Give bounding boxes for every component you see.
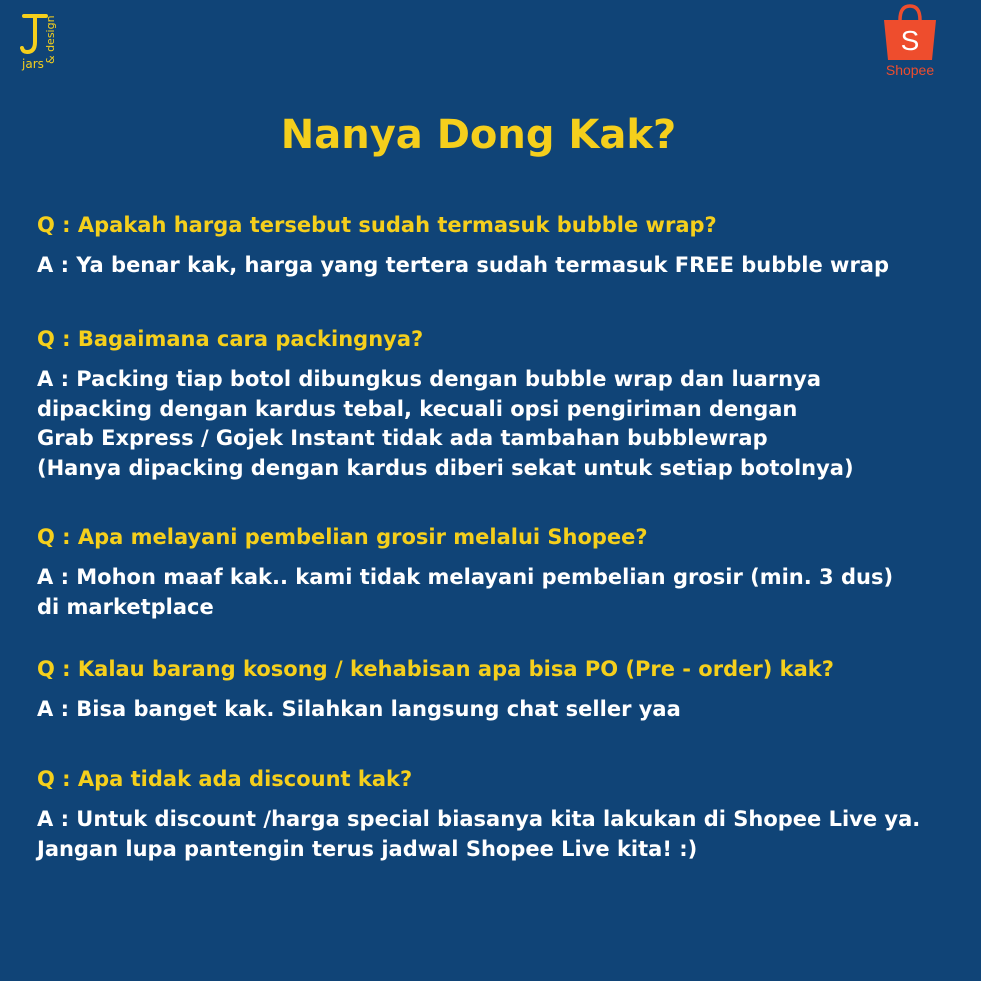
faq-question: Q : Apa melayani pembelian grosir melalui Shopee?	[37, 525, 648, 549]
svg-text:S: S	[900, 25, 920, 56]
svg-text:& design: & design	[44, 15, 57, 64]
faq-item	[37, 765, 957, 864]
faq-question: Q : Bagaimana cara packingnya?	[37, 327, 424, 351]
answer-line: (Hanya dipacking dengan kardus diberi sekat untuk setiap botolnya)	[37, 455, 854, 480]
faq-item	[37, 325, 957, 483]
jars-and-design-logo	[20, 12, 82, 74]
answer-line: A : Mohon maaf kak.. kami tidak melayani pembelian grosir (min. 3 dus)	[37, 565, 894, 589]
faq-answer	[37, 563, 957, 622]
shopee-wordmark: Shopee	[885, 62, 935, 78]
faq-answer	[37, 251, 957, 281]
faq-question: Q : Apa tidak ada discount kak?	[37, 767, 413, 791]
answer-line: A : Untuk discount /harga special biasanya kita lakukan di Shopee Live ya.	[37, 807, 921, 831]
faq-answer	[37, 695, 957, 725]
svg-text:jars: jars	[22, 57, 44, 71]
shopee-bag-icon	[878, 2, 942, 64]
answer-line: dipacking dengan kardus tebal, kecuali opsi pengiriman dengan	[37, 396, 798, 421]
faq-item	[37, 523, 957, 622]
faq-answer	[37, 805, 957, 864]
faq-question: Q : Kalau barang kosong / kehabisan apa bisa PO (Pre - order) kak?	[37, 657, 834, 681]
faq-item	[37, 211, 957, 281]
shopee-logo	[878, 2, 942, 82]
faq-question: Q : Apakah harga tersebut sudah termasuk bubble wrap?	[37, 213, 717, 237]
answer-line: Jangan lupa pantengin terus jadwal Shopee Live kita! :)	[37, 836, 698, 861]
faq-answer	[37, 365, 957, 483]
answer-line: A : Packing tiap botol dibungkus dengan bubble wrap dan luarnya	[37, 367, 821, 391]
answer-line: A : Ya benar kak, harga yang tertera sudah termasuk FREE bubble wrap	[37, 253, 889, 277]
answer-line: A : Bisa banget kak. Silahkan langsung chat seller yaa	[37, 697, 681, 721]
page-title: Nanya Dong Kak?	[280, 112, 677, 158]
answer-line: di marketplace	[37, 594, 214, 619]
answer-line: Grab Express / Gojek Instant tidak ada tambahan bubblewrap	[37, 426, 768, 450]
faq-item	[37, 655, 957, 725]
